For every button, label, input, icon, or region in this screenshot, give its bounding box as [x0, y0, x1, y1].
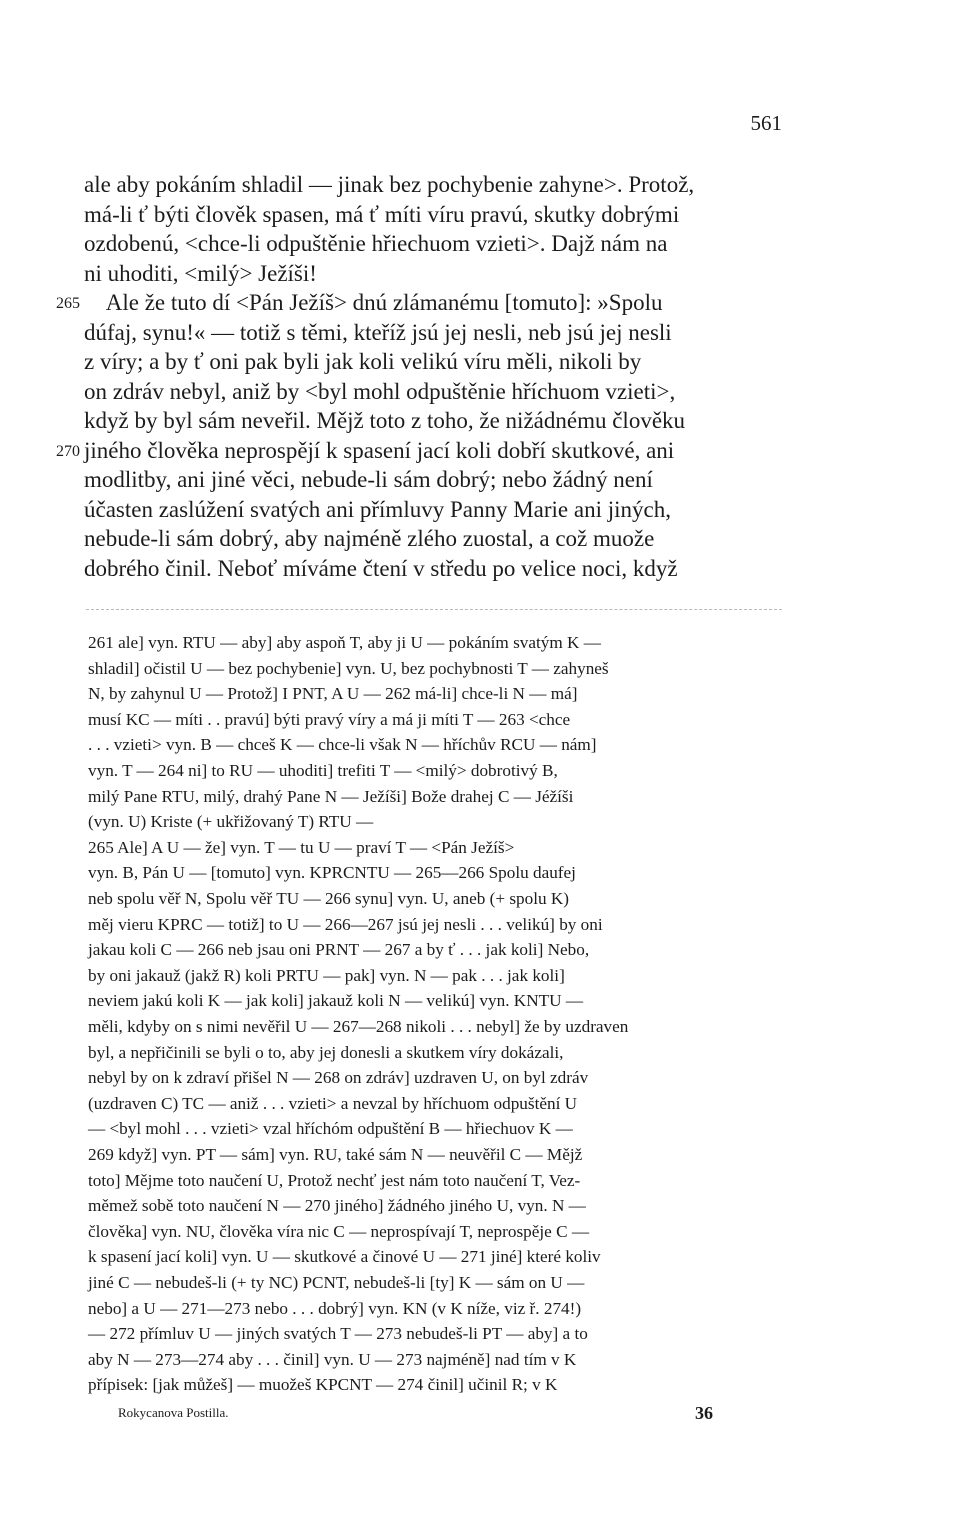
- line-text: dúfaj, synu!« — totiž s těmi, kteříž jsú jej nesli, neb jsú jej nesli: [84, 319, 672, 345]
- footer-signature: Rokycanova Postilla.: [118, 1405, 229, 1420]
- page-number: 561: [750, 111, 782, 135]
- text-line: [84, 552, 784, 586]
- line-text: jiného člověka neprospějí k spasení jací koli dobří skutkové, ani: [84, 437, 675, 463]
- line-text: ale aby pokáním shladil — jinak bez pochybenie zahyne>. Protož,: [84, 172, 695, 197]
- line-text: on zdráv nebyl, aniž by <byl mohl odpuštěnie hříchuom vzieti>,: [84, 378, 676, 404]
- line-text: Ale že tuto dí <Pán Ježíš> dnú zlámanému [tomuto]: »Spolu: [84, 290, 663, 315]
- line-text: účasten zaslúžení svatých ani přímluvy Panny Marie ani jiných,: [84, 496, 671, 522]
- note-line: neb spolu věř N, Spolu věř TU — 266 synu] vyn. U, aneb (+ spolu K): [88, 889, 570, 908]
- note-line: k spasení jací koli] vyn. U — skutkové a činové U — 271 jiné] které koliv: [88, 1247, 601, 1267]
- line-text: dobrého činil. Neboť míváme čtení v středu po velice noci, když: [84, 555, 678, 581]
- line-text: ni uhoditi, <milý> Ježíši!: [84, 260, 317, 286]
- note-line: přípisek: [jak můžeš] — muožeš KPCNT — 274 činil] učinil R; v K: [88, 1375, 558, 1395]
- note-line: neviem jakú koli K — jak koli] jakauž koli N — velikú] vyn. KNTU —: [88, 991, 584, 1011]
- note-line: toto] Mějme toto naučení U, Protož nechť jest nám toto naučení T, Vez-: [88, 1170, 581, 1190]
- note-line: N, by zahynul U — Protož] I PNT, A U — 262 má-li] chce-li N — má]: [88, 684, 578, 704]
- footer-sheet-number: 36: [695, 1403, 713, 1423]
- note-line: 269 když] vyn. PT — sám] vyn. RU, také sám N — neuvěřil C — Mějž: [88, 1145, 583, 1164]
- note-line: milý Pane RTU, milý, drahý Pane N — Ježíši] Bože drahej C — Jéžíši: [88, 786, 574, 806]
- note-line: 261 ale] vyn. RTU — aby] aby aspoň T, aby ji U — pokáním svatým K —: [88, 633, 601, 652]
- divider: [86, 609, 782, 610]
- line-number: 265: [56, 295, 80, 312]
- note-line: jiné C — nebudeš-li (+ ty NC) PCNT, nebudeš-li [ty] K — sám on U —: [88, 1273, 585, 1292]
- line-text: má-li ť býti člověk spasen, má ť míti víru pravú, skutky dobrými: [84, 201, 680, 227]
- note-line: aby N — 273—274 aby . . . činil] vyn. U — 273 najméně] nad tím v K: [88, 1349, 577, 1369]
- line-text: z víry; a by ť oni pak byli jak koli velikú víru měli, nikoli by: [84, 349, 642, 374]
- note-line: (vyn. U) Kriste (+ ukřižovaný T) RTU —: [88, 812, 374, 832]
- line-text: když by byl sám neveřil. Mějž toto z toho, že nižádnému člověku: [84, 408, 686, 433]
- note-line: člověka] vyn. NU, člověka víra nic C — neprospívají T, neprospěje C —: [88, 1221, 590, 1241]
- note-line: musí KC — míti . . pravú] býti pravý víry a má ji míti T — 263 <chce: [88, 709, 571, 729]
- note-line: vyn. T — 264 ni] to RU — uhoditi] trefiti T — <milý> dobrotivý B,: [88, 761, 558, 780]
- note-line: — <byl mohl . . . vzieti> vzal hříchóm odpuštění B — hřiechuov K —: [88, 1119, 573, 1139]
- line-text: ozdobenú, <chce-li odpuštěnie hřiechuom vzieti>. Dajž nám na: [84, 231, 668, 256]
- note-line: shladil] očistil U — bez pochybenie] vyn. U, bez pochybnosti T — zahyneš: [88, 658, 609, 678]
- line-number: 270: [56, 442, 80, 460]
- note-line: (uzdraven C) TC — aniž . . . vzieti> a nevzal by hříchuom odpuštění U: [88, 1093, 578, 1113]
- note-line: nebo] a U — 271—273 nebo . . . dobrý] vyn. KN (v K níže, viz ř. 274!): [88, 1298, 582, 1318]
- note-line: 265 Ale] A U — že] vyn. T — tu U — praví T — <Pán Ježíš>: [88, 837, 515, 857]
- note-line: — 272 přímluv U — jiných svatých T — 273 nebudeš-li PT — aby] a to: [88, 1324, 588, 1344]
- note-line: jakau koli C — 266 neb jsau oni PRNT — 267 a by ť . . . jak koli] Nebo,: [88, 940, 590, 960]
- line-text: nebude-li sám dobrý, aby najméně zlého zuostal, a což muože: [84, 526, 655, 551]
- note-line: měli, kdyby on s nimi nevěřil U — 267—268 nikoli . . . nebyl] že by uzdraven: [88, 1017, 629, 1036]
- note-line: vyn. B, Pán U — [tomuto] vyn. KPRCNTU — 265—266 Spolu daufej: [88, 863, 576, 883]
- note-line: nebyl by on k zdraví přišel N — 268 on zdráv] uzdraven U, on byl zdráv: [88, 1068, 589, 1088]
- note-line: byl, a nepřičinili se byli o to, aby jej donesli a skutkem víry dokázali,: [88, 1042, 564, 1062]
- note-line: měmež sobě toto naučení N — 270 jiného] žádného jiného U, vyn. N —: [88, 1196, 586, 1216]
- line-text: modlitby, ani jiné věci, nebude-li sám dobrý; nebo žádný není: [84, 467, 653, 492]
- note-line: by oni jakauž (jakž R) koli PRTU — pak] vyn. N — pak . . . jak koli]: [88, 965, 565, 985]
- note-line: . . . vzieti> vyn. B — chceš K — chce-li však N — hříchův RCU — nám]: [88, 735, 597, 755]
- note-line: měj vieru KPRC — totiž] to U — 266—267 jsú jej nesli . . . velikú] by oni: [88, 914, 603, 934]
